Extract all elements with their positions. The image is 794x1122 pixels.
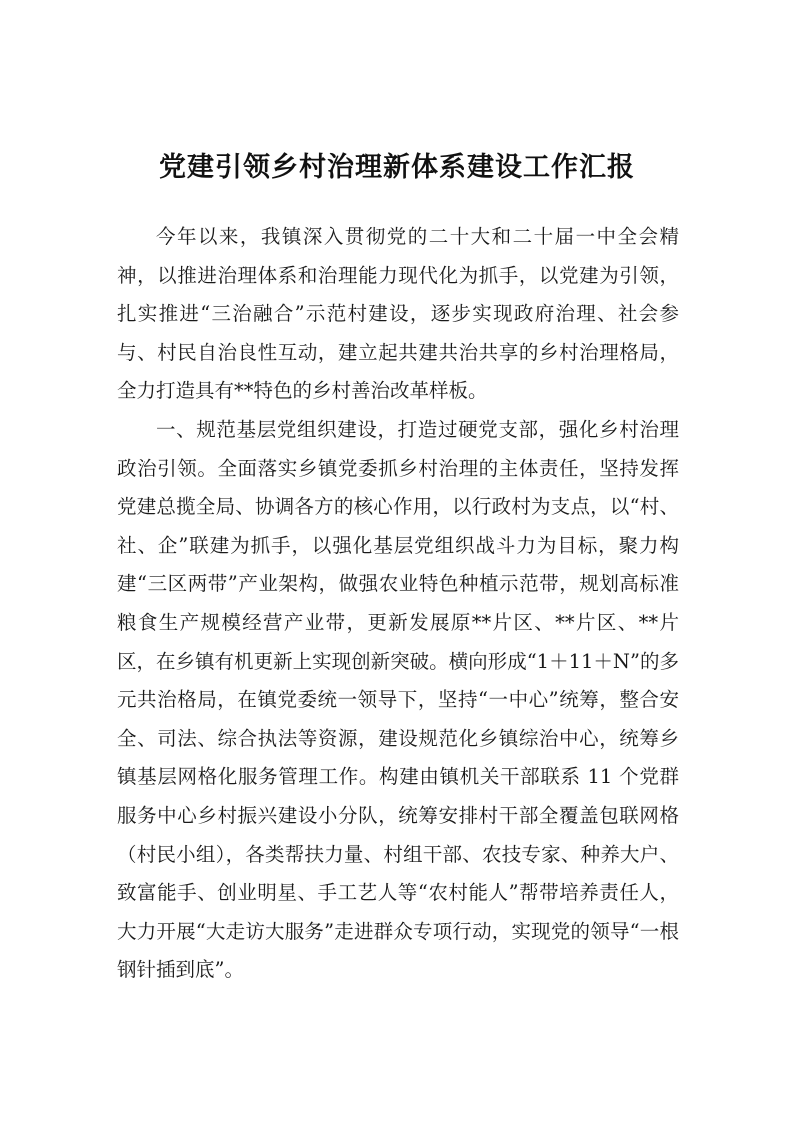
document-body [117,218,679,990]
document-title: 党建引领乡村治理新体系建设工作汇报 [159,152,635,184]
paragraph-section-one: 一、规范基层党组织建设，打造过硬党支部，强化乡村治理政治引领。全面落实乡镇党委抓乡村治理的主体责任，坚持发挥党建总揽全局、协调各方的核心作用，以行政村为支点，以“村、社、企”联建为抓手，以强化基层党组织战斗力为目标，聚力构建“三区两带”产业架构，做强农业特色种植示范带，规划高标准粮食生产规模经营产业带，更新发展原**片区、**片区、**片区，在乡镇有机更新上实现创新突破。横向形成“1＋11＋N”的多元共治格局，在镇党委统一领导下，坚持“一中心”统筹，整合安全、司法、综合执法等资源，建设规范化乡镇综治中心，统筹乡镇基层网格化服务管理工作。构建由镇机关干部联系 11 个党群服务中心乡村振兴建设小分队，统筹安排村干部全覆盖包联网格（村民小组），各类帮扶力量、村组干部、农技专家、种养大户、致富能手、创业明星、手工艺人等“农村能人”帮带培养责任人，大力开展“大走访大服务”走进群众专项行动，实现党的领导“一根钢针插到底”。 [117,417,679,982]
paragraph-intro: 今年以来，我镇深入贯彻党的二十大和二十届一中全会精神，以推进治理体系和治理能力现代化为抓手，以党建为引领，扎实推进“三治融合”示范村建设，逐步实现政府治理、社会参与、村民自治良性互动，建立起共建共治共享的乡村治理格局，全力打造具有**特色的乡村善治改革样板。 [117,225,679,403]
